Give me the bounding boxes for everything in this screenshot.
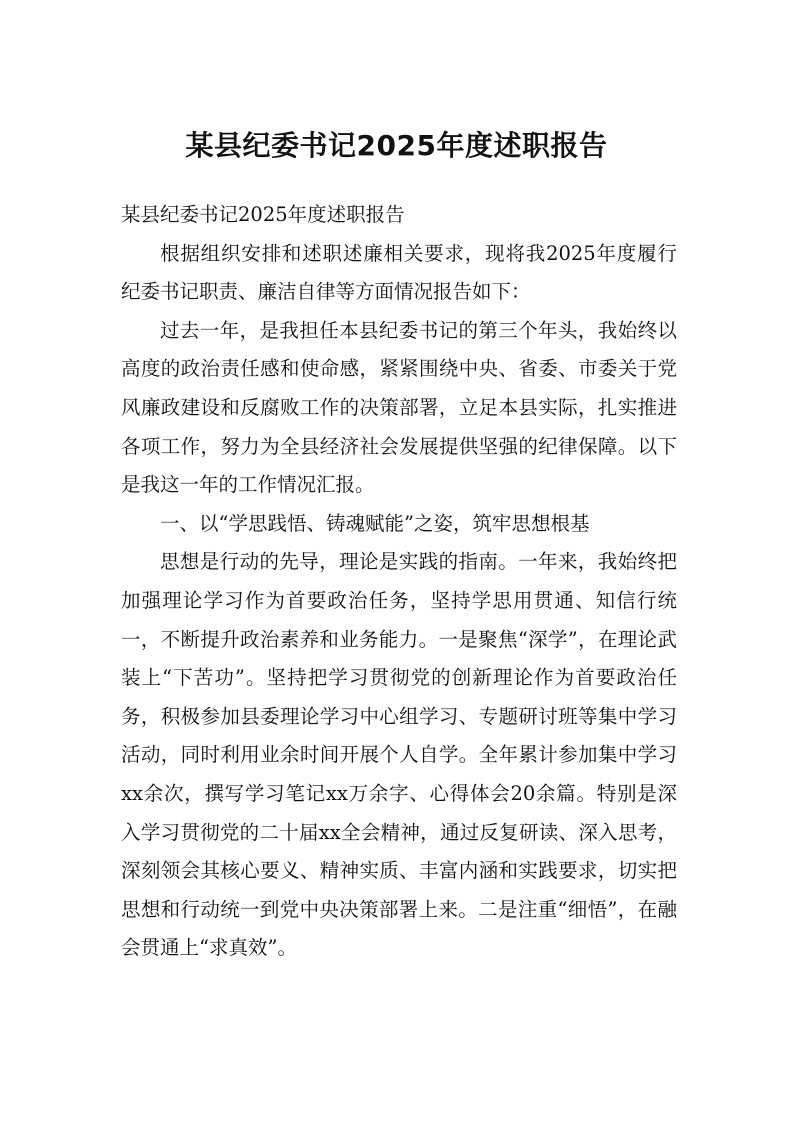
body-paragraph: 思想是行动的先导，理论是实践的指南。一年来，我始终把加强理论学习作为首要政治任务，坚持学思用贯通、知信行统一，不断提升政治素养和业务能力。一是聚焦“深学”，在理论武装上“下苦功”。坚持把学习贯彻党的创新理论作为首要政治任务，积极参加县委理论学习中心组学习、专题研讨班等集中学习活动，同时利用业余时间开展个人自学。全年累计参加集中学习xx余次，撰写学习笔记xx万余字、心得体会20余篇。特别是深入学习贯彻党的二十届xx全会精神，通过反复研读、深入思考，深刻领会其核心要义、精神实质、丰富内涵和实践要求，切实把思想和行动统一到党中央决策部署上来。二是注重“细悟”，在融会贯通上“求真效”。 <box>121 550 677 960</box>
body-paragraph: 过去一年，是我担任本县纪委书记的第三个年头，我始终以高度的政治责任感和使命感，紧紧围绕中央、省委、市委关于党风廉政建设和反腐败工作的决策部署，立足本县实际，扎实推进各项工作，努力为全县经济社会发展提供坚强的纪律保障。以下是我这一年的工作情况汇报。 <box>121 318 677 497</box>
body-paragraph: 根据组织安排和述职述廉相关要求，现将我2025年度履行纪委书记职责、廉洁自律等方面情况报告如下： <box>121 241 677 304</box>
document-body <box>121 196 677 968</box>
body-paragraph-subtitle: 某县纪委书记2025年度述职报告 <box>121 203 405 226</box>
document-title: 某县纪委书记2025年度述职报告 <box>185 129 608 162</box>
section-heading: 一、以“学思践悟、铸魂赋能”之姿，筑牢思想根基 <box>160 511 590 535</box>
